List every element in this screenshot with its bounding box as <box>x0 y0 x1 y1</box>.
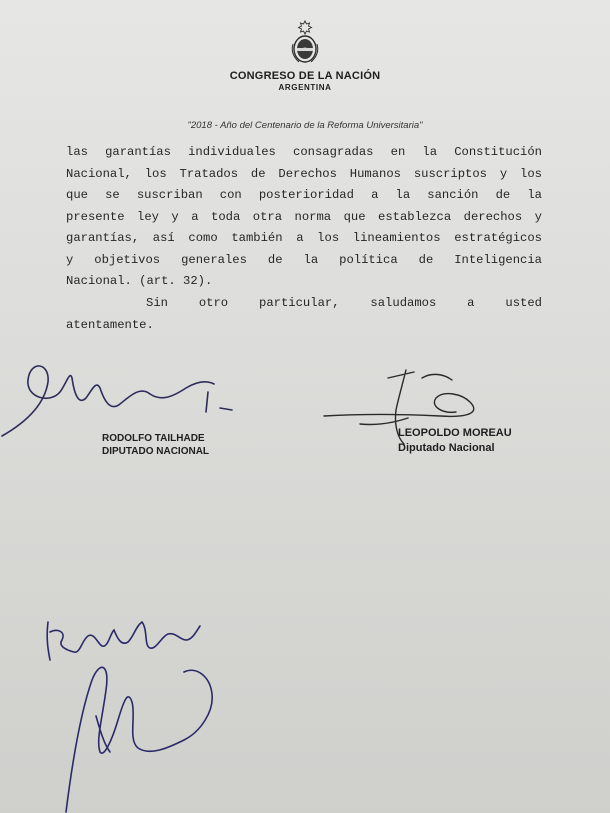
signatory-moreau <box>398 426 512 456</box>
signature-third <box>47 622 212 812</box>
body-line: las garantías individuales consagradas en la Constitución <box>66 145 542 159</box>
letter-closing <box>66 292 542 336</box>
body-line: Nacional. (art. 32). <box>66 274 213 288</box>
signatory-tailhade <box>102 432 209 458</box>
coat-of-arms-seal <box>288 18 322 66</box>
body-line: presente ley y a toda otra norma que establezca derechos y <box>66 209 542 224</box>
organization-country: ARGENTINA <box>278 83 332 92</box>
body-line: garantías, así como también a los lineamientos estratégicos <box>66 231 542 245</box>
body-line: y objetivos generales de la política de Inteligencia <box>66 252 542 267</box>
signatory-name: RODOLFO TAILHADE <box>102 433 205 444</box>
letterhead-motto: "2018 - Año del Centenario de la Reforma Universitaria" <box>187 120 423 131</box>
signatory-title: Diputado Nacional <box>398 442 495 454</box>
letter-body <box>66 142 542 293</box>
body-line: que se suscriban con posterioridad a la sanción de la <box>66 188 542 202</box>
signatory-name: LEOPOLDO MOREAU <box>398 427 512 439</box>
letterhead <box>0 18 610 92</box>
organization-name: CONGRESO DE LA NACIÓN <box>229 70 381 82</box>
signature-tailhade <box>2 366 232 436</box>
closing-line: atentamente. <box>66 318 154 332</box>
signatory-title: DIPUTADO NACIONAL <box>102 446 210 457</box>
closing-line: Sin otro particular, saludamos a usted <box>146 296 542 310</box>
body-line: Nacional, los Tratados de Derechos Humanos suscriptos y los <box>66 166 542 181</box>
